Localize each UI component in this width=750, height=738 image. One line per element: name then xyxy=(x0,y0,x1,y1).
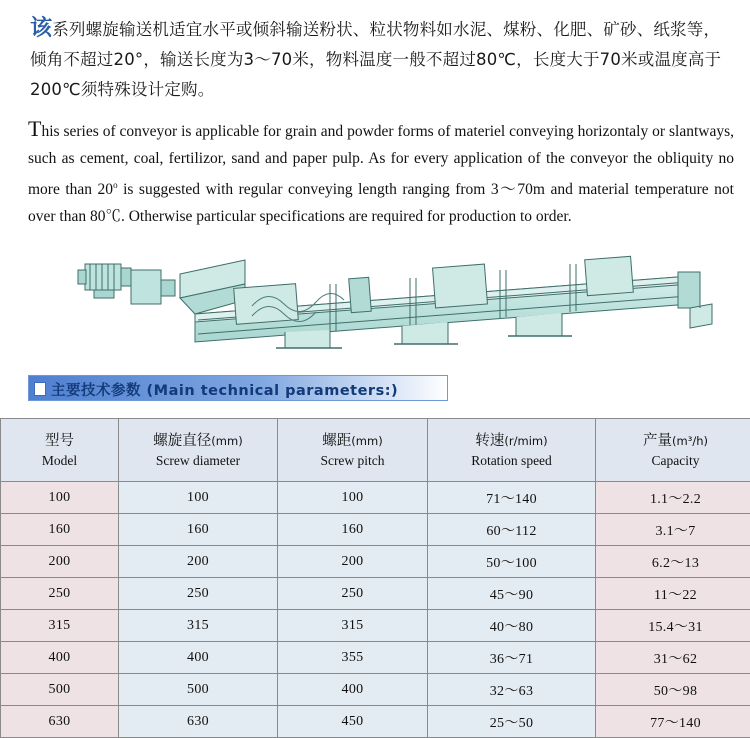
cell-speed: 45～90 xyxy=(428,578,596,610)
table-row xyxy=(1,674,750,706)
english-body-text-part2: is suggested with regular conveying length ranging from 3～70m and material temperature not over than 80℃. Otherwise particular specifications are required for production to order. xyxy=(28,181,734,225)
cell-pitch: 355 xyxy=(278,642,428,674)
chinese-drop-cap: 该 xyxy=(30,16,52,41)
table-row xyxy=(1,610,750,642)
cell-diameter: 250 xyxy=(119,578,278,610)
cell-model: 400 xyxy=(1,642,119,674)
cell-model: 200 xyxy=(1,546,119,578)
cell-speed: 60～112 xyxy=(428,514,596,546)
header-rotation-speed: 转速(r/mim) Rotation speed xyxy=(428,419,596,482)
cell-model: 100 xyxy=(1,482,119,514)
section-title-label: 主要技术参数 (Main technical parameters:) xyxy=(51,379,398,400)
header-model: 型号 Model xyxy=(1,419,119,482)
cell-speed: 71～140 xyxy=(428,482,596,514)
cell-capacity: 11～22 xyxy=(596,578,750,610)
header-screw-pitch: 螺距(mm) Screw pitch xyxy=(278,419,428,482)
english-drop-cap: T xyxy=(28,116,41,141)
table-row xyxy=(1,482,750,514)
section-title-bar xyxy=(28,375,448,401)
cell-model: 250 xyxy=(1,578,119,610)
cell-diameter: 400 xyxy=(119,642,278,674)
cell-diameter: 160 xyxy=(119,514,278,546)
cell-pitch: 250 xyxy=(278,578,428,610)
cell-pitch: 400 xyxy=(278,674,428,706)
technical-parameters-table xyxy=(0,418,750,738)
cell-diameter: 315 xyxy=(119,610,278,642)
cell-diameter: 100 xyxy=(119,482,278,514)
cell-model: 500 xyxy=(1,674,119,706)
table-body xyxy=(1,482,750,738)
cell-speed: 25～50 xyxy=(428,706,596,738)
chinese-description-paragraph xyxy=(30,14,730,105)
screw-conveyor-illustration xyxy=(30,240,730,360)
cell-model: 315 xyxy=(1,610,119,642)
cell-capacity: 6.2～13 xyxy=(596,546,750,578)
header-screw-diameter: 螺旋直径(mm) Screw diameter xyxy=(119,419,278,482)
cell-diameter: 200 xyxy=(119,546,278,578)
cell-pitch: 100 xyxy=(278,482,428,514)
table-row xyxy=(1,546,750,578)
degree-superscript: o xyxy=(113,180,118,190)
english-description-paragraph xyxy=(28,118,734,230)
cell-capacity: 15.4～31 xyxy=(596,610,750,642)
cell-pitch: 450 xyxy=(278,706,428,738)
cell-model: 160 xyxy=(1,514,119,546)
cell-speed: 32～63 xyxy=(428,674,596,706)
table-row xyxy=(1,706,750,738)
chinese-body-text: 系列螺旋输送机适宜水平或倾斜输送粉状、粒状物料如水泥、煤粉、化肥、矿砂、纸浆等，倾角不超过20°，输送长度为3～70米，物料温度一般不超过80℃，长度大于70米或温度高于200℃须特殊设计定购。 xyxy=(30,20,721,99)
cell-pitch: 200 xyxy=(278,546,428,578)
table-header-row xyxy=(1,419,750,482)
header-capacity: 产量(m³/h) Capacity xyxy=(596,419,750,482)
cell-diameter: 500 xyxy=(119,674,278,706)
table-row xyxy=(1,578,750,610)
bullet-square-icon xyxy=(34,382,46,396)
cell-capacity: 31～62 xyxy=(596,642,750,674)
cell-pitch: 160 xyxy=(278,514,428,546)
english-body-text-part1: his series of conveyor is applicable for grain and powder forms of materiel conveying horizontaly or slantways, such as cement, coal, fertilizor, sand and paper pulp. As for every application of the conveyor the obliquity no more than 20 xyxy=(28,123,734,198)
cell-speed: 40～80 xyxy=(428,610,596,642)
cell-capacity: 77～140 xyxy=(596,706,750,738)
cell-pitch: 315 xyxy=(278,610,428,642)
table-row xyxy=(1,642,750,674)
cell-model: 630 xyxy=(1,706,119,738)
cell-speed: 50～100 xyxy=(428,546,596,578)
conveyor-drawing xyxy=(30,240,730,360)
cell-capacity: 50～98 xyxy=(596,674,750,706)
cell-capacity: 1.1～2.2 xyxy=(596,482,750,514)
cell-capacity: 3.1～7 xyxy=(596,514,750,546)
cell-diameter: 630 xyxy=(119,706,278,738)
cell-speed: 36～71 xyxy=(428,642,596,674)
table-row xyxy=(1,514,750,546)
